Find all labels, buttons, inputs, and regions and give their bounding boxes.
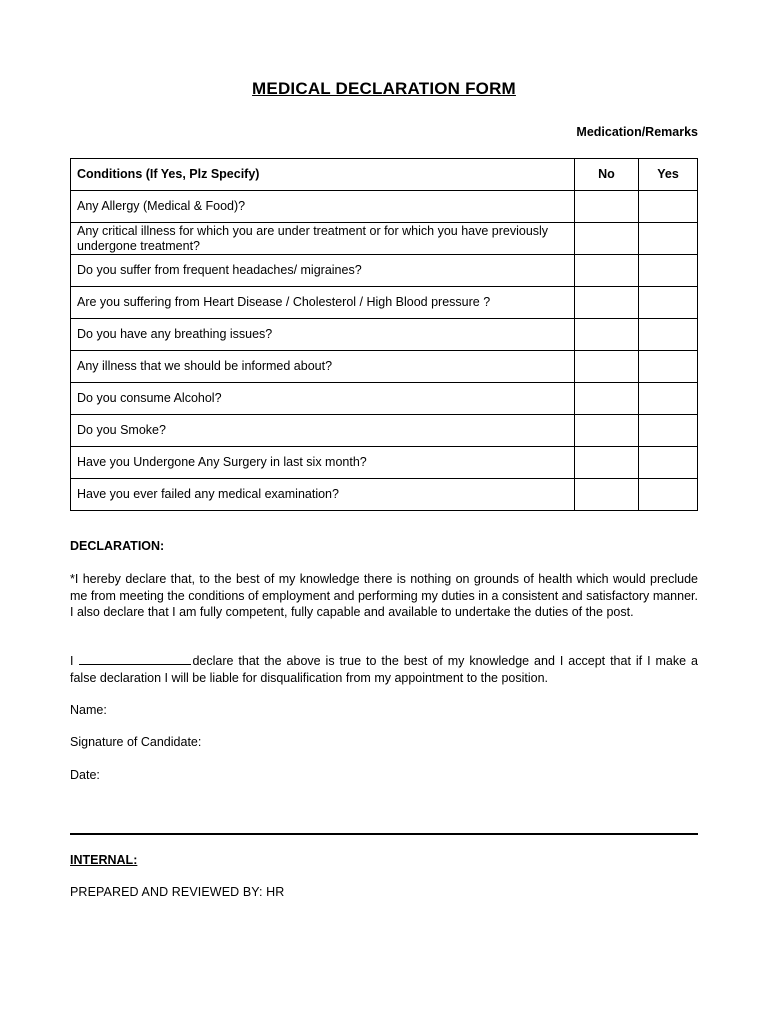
condition-question: Any Allergy (Medical & Food)? <box>71 191 575 223</box>
yes-checkbox-cell[interactable] <box>639 383 698 415</box>
no-checkbox[interactable] <box>581 191 632 222</box>
no-checkbox[interactable] <box>581 447 632 478</box>
yes-checkbox[interactable] <box>645 255 691 286</box>
table-row <box>71 447 698 479</box>
yes-checkbox[interactable] <box>645 351 691 382</box>
no-checkbox[interactable] <box>581 223 632 254</box>
name-label: Name: <box>70 703 107 717</box>
no-checkbox-cell[interactable] <box>575 383 639 415</box>
no-checkbox-cell[interactable] <box>575 287 639 319</box>
declaration-heading: DECLARATION: <box>70 539 165 553</box>
form-title: MEDICAL DECLARATION FORM <box>252 79 516 98</box>
yes-checkbox[interactable] <box>645 447 691 478</box>
yes-header: Yes <box>639 159 698 191</box>
declaration-statement <box>70 653 698 686</box>
yes-checkbox[interactable] <box>645 287 691 318</box>
condition-question: Are you suffering from Heart Disease / Cholesterol / High Blood pressure ? <box>71 287 575 319</box>
no-checkbox[interactable] <box>581 415 632 446</box>
date-label: Date: <box>70 768 100 782</box>
table-row <box>71 415 698 447</box>
declaration-prefix: I <box>70 654 74 668</box>
no-checkbox-cell[interactable] <box>575 415 639 447</box>
yes-checkbox-cell[interactable] <box>639 287 698 319</box>
table-row <box>71 383 698 415</box>
table-row <box>71 191 698 223</box>
internal-heading: INTERNAL: <box>70 853 138 867</box>
no-checkbox-cell[interactable] <box>575 447 639 479</box>
table-row <box>71 287 698 319</box>
yes-checkbox-cell[interactable] <box>639 255 698 287</box>
yes-checkbox[interactable] <box>645 319 691 350</box>
yes-checkbox-cell[interactable] <box>639 447 698 479</box>
condition-question: Do you Smoke? <box>71 415 575 447</box>
no-checkbox-cell[interactable] <box>575 223 639 255</box>
condition-question: Any critical illness for which you are under treatment or for which you have previously undergone treatment? <box>71 223 575 255</box>
condition-question: Any illness that we should be informed about? <box>71 351 575 383</box>
candidate-name-blank[interactable] <box>79 653 191 665</box>
no-checkbox-cell[interactable] <box>575 191 639 223</box>
yes-checkbox[interactable] <box>645 415 691 446</box>
condition-question: Have you ever failed any medical examination? <box>71 479 575 511</box>
yes-checkbox-cell[interactable] <box>639 191 698 223</box>
yes-checkbox-cell[interactable] <box>639 479 698 511</box>
no-checkbox-cell[interactable] <box>575 479 639 511</box>
yes-checkbox[interactable] <box>645 191 691 222</box>
no-header: No <box>575 159 639 191</box>
signature-label: Signature of Candidate: <box>70 735 202 749</box>
conditions-table <box>70 158 698 511</box>
yes-checkbox[interactable] <box>645 223 691 254</box>
table-header-row <box>71 159 698 191</box>
conditions-header: Conditions (If Yes, Plz Specify) <box>71 159 575 191</box>
table-row <box>71 479 698 511</box>
declaration-paragraph: *I hereby declare that, to the best of my knowledge there is nothing on grounds of health which would preclude me from meeting the conditions of employment and performing my duties in a consistent and satisfactory manner. I also declare that I am fully competent, fully capable and available to undertake the duties of the post. <box>70 572 698 619</box>
condition-question: Do you have any breathing issues? <box>71 319 575 351</box>
prepared-reviewed-by: PREPARED AND REVIEWED BY: HR <box>70 885 285 899</box>
condition-question: Have you Undergone Any Surgery in last six month? <box>71 447 575 479</box>
section-divider <box>70 833 698 835</box>
yes-checkbox[interactable] <box>645 479 691 510</box>
condition-question: Do you consume Alcohol? <box>71 383 575 415</box>
medication-remarks-label: Medication/Remarks <box>576 125 698 139</box>
table-row <box>71 351 698 383</box>
no-checkbox[interactable] <box>581 479 632 510</box>
table-row <box>71 255 698 287</box>
no-checkbox-cell[interactable] <box>575 255 639 287</box>
yes-checkbox-cell[interactable] <box>639 415 698 447</box>
no-checkbox[interactable] <box>581 255 632 286</box>
condition-question: Do you suffer from frequent headaches/ migraines? <box>71 255 575 287</box>
yes-checkbox-cell[interactable] <box>639 319 698 351</box>
yes-checkbox[interactable] <box>645 383 691 414</box>
no-checkbox[interactable] <box>581 319 632 350</box>
no-checkbox-cell[interactable] <box>575 351 639 383</box>
table-row <box>71 319 698 351</box>
yes-checkbox-cell[interactable] <box>639 223 698 255</box>
no-checkbox[interactable] <box>581 287 632 318</box>
table-row <box>71 223 698 255</box>
no-checkbox-cell[interactable] <box>575 319 639 351</box>
no-checkbox[interactable] <box>581 351 632 382</box>
no-checkbox[interactable] <box>581 383 632 414</box>
declaration-suffix: declare that the above is true to the best of my knowledge and I accept that if I make a false declaration I will be liable for disqualification from my appointment to the position. <box>70 654 698 685</box>
yes-checkbox-cell[interactable] <box>639 351 698 383</box>
